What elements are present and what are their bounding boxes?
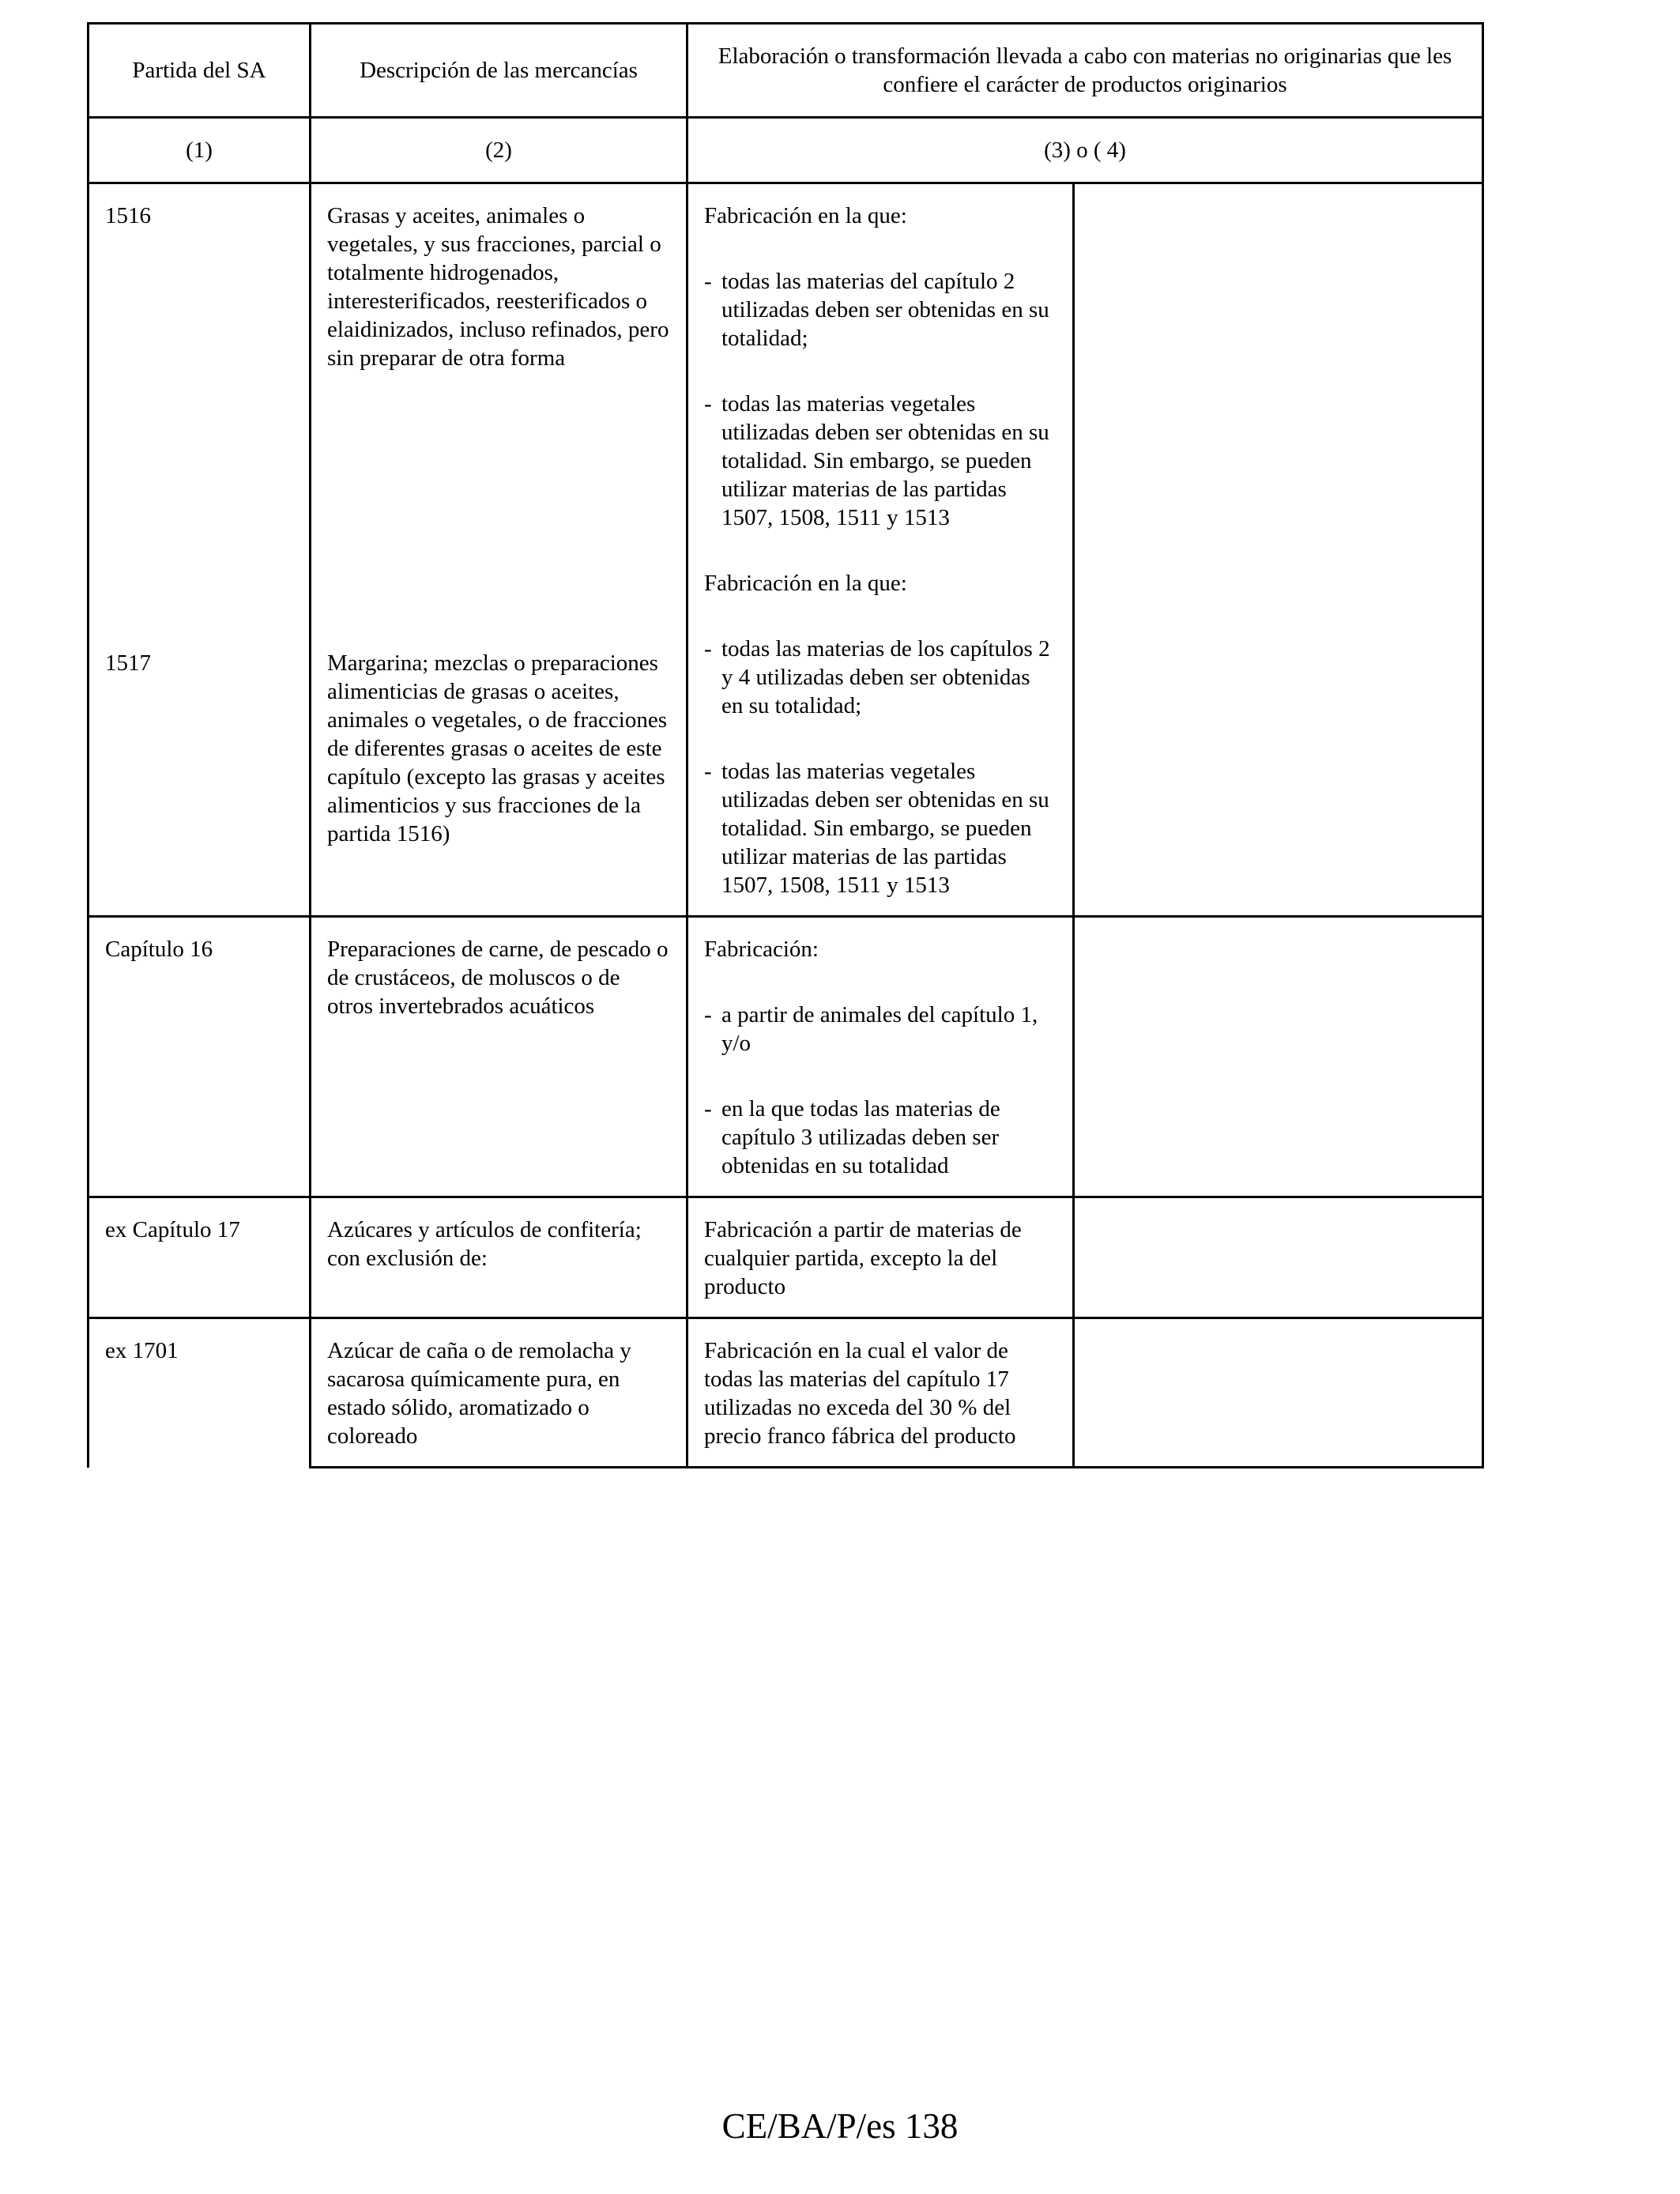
description-cell bbox=[311, 1318, 687, 1468]
rule-ex-chapter-17: Fabricación a partir de materias de cualquier partida, excepto la del producto bbox=[704, 1217, 1022, 1299]
hs-code-ex-1701: ex 1701 bbox=[105, 1338, 179, 1363]
description-cell bbox=[311, 183, 687, 917]
table-header-row bbox=[89, 24, 1483, 118]
rule-item-1517-2: todas las materias vegetales utilizadas deben ser obtenidas en su totalidad. Sin embargo, se pueden utilizar materias de las partidas 1507, 1508, 1511 y 1513 bbox=[721, 759, 1049, 898]
rule-intro-1517: Fabricación en la que: bbox=[704, 571, 907, 596]
table-row-1516-1517 bbox=[89, 183, 1483, 917]
alternative-rule-cell bbox=[1074, 1318, 1483, 1468]
dash-bullet: - bbox=[704, 391, 712, 417]
list-item bbox=[704, 1001, 1057, 1057]
hs-code-cell bbox=[89, 183, 311, 917]
column-number-row bbox=[89, 118, 1483, 183]
dash-bullet: - bbox=[704, 759, 712, 784]
rule-item-1517-1: todas las materias de los capítulos 2 y 4 utilizadas deben ser obtenidas en su totalidad; bbox=[721, 636, 1050, 718]
description-ex-chapter-17: Azúcares y artículos de confitería; con exclusión de: bbox=[327, 1217, 642, 1271]
description-ex-1701: Azúcar de caña o de remolacha y sacarosa químicamente pura, en estado sólido, aromatizado o coloreado bbox=[327, 1338, 631, 1449]
dash-bullet: - bbox=[704, 1096, 712, 1122]
hs-code-chapter-16: Capítulo 16 bbox=[105, 937, 213, 962]
alternative-rule-chapter-16 bbox=[1075, 918, 1482, 951]
page-reference: CE/BA/P/es 138 bbox=[721, 2106, 959, 2146]
column-number-3-4: (3) o ( 4) bbox=[687, 118, 1483, 183]
rule-item-16-1: a partir de animales del capítulo 1, y/o bbox=[721, 1002, 1038, 1056]
alternative-rule-cell bbox=[1074, 917, 1483, 1197]
table-row-ex-1701 bbox=[89, 1318, 1483, 1468]
description-cell bbox=[311, 917, 687, 1197]
header-description: Descripción de las mercancías bbox=[311, 24, 687, 118]
origin-rules-table bbox=[87, 22, 1484, 1468]
rule-intro-1516: Fabricación en la que: bbox=[704, 203, 907, 228]
list-item bbox=[704, 1095, 1057, 1180]
description-cell bbox=[311, 1197, 687, 1318]
list-item bbox=[704, 757, 1057, 899]
alternative-rule-ex-1701 bbox=[1075, 1319, 1482, 1352]
rule-cell bbox=[687, 1197, 1074, 1318]
column-number-1: (1) bbox=[89, 118, 311, 183]
rule-intro-chapter-16: Fabricación: bbox=[704, 937, 819, 962]
hs-code-1516: 1516 bbox=[105, 203, 151, 228]
list-item bbox=[704, 390, 1057, 532]
table-row-chapter-16 bbox=[89, 917, 1483, 1197]
hs-code-1517: 1517 bbox=[105, 650, 151, 676]
description-1516: Grasas y aceites, animales o vegetales, y sus fracciones, parcial o totalmente hidrogenados, interesterificados, reesterificados o elaidinizados, incluso refinados, pero sin preparar de otra forma bbox=[327, 203, 669, 371]
dash-bullet: - bbox=[704, 269, 712, 294]
header-working-processing: Elaboración o transformación llevada a cabo con materias no originarias que les confiere el carácter de productos originarios bbox=[687, 24, 1483, 118]
hs-code-cell bbox=[89, 1318, 311, 1468]
alternative-rule-cell bbox=[1074, 183, 1483, 917]
rule-item-1516-2: todas las materias vegetales utilizadas deben ser obtenidas en su totalidad. Sin embargo, se pueden utilizar materias de las partidas 1507, 1508, 1511 y 1513 bbox=[721, 391, 1049, 530]
alternative-rule-1516 bbox=[1075, 184, 1482, 217]
rule-item-16-2: en la que todas las materias de capítulo 3 utilizadas deben ser obtenidas en su totalidad bbox=[721, 1096, 1000, 1178]
hs-code-cell bbox=[89, 917, 311, 1197]
alternative-rule-ex-chapter-17 bbox=[1075, 1198, 1482, 1231]
table-row-ex-chapter-17 bbox=[89, 1197, 1483, 1318]
column-number-2: (2) bbox=[311, 118, 687, 183]
dash-bullet: - bbox=[704, 636, 712, 662]
list-item bbox=[704, 635, 1057, 720]
description-chapter-16: Preparaciones de carne, de pescado o de crustáceos, de moluscos o de otros invertebrados acuáticos bbox=[327, 937, 669, 1019]
description-1517: Margarina; mezclas o preparaciones alimenticias de grasas o aceites, animales o vegetales, o de fracciones de diferentes grasas o aceites de este capítulo (excepto las grasas y aceites alimenticios y sus fracciones de la partida 1516) bbox=[327, 650, 667, 846]
rule-cell bbox=[687, 183, 1074, 917]
hs-code-ex-chapter-17: ex Capítulo 17 bbox=[105, 1217, 240, 1242]
rule-ex-1701: Fabricación en la cual el valor de todas las materias del capítulo 17 utilizadas no exceda del 30 % del precio franco fábrica del producto bbox=[704, 1338, 1016, 1449]
header-hs-heading: Partida del SA bbox=[89, 24, 311, 118]
alternative-rule-cell bbox=[1074, 1197, 1483, 1318]
dash-bullet: - bbox=[704, 1002, 712, 1027]
hs-code-cell bbox=[89, 1197, 311, 1318]
rule-cell bbox=[687, 1318, 1074, 1468]
rule-cell bbox=[687, 917, 1074, 1197]
list-item bbox=[704, 267, 1057, 352]
rule-item-1516-1: todas las materias del capítulo 2 utilizadas deben ser obtenidas en su totalidad; bbox=[721, 269, 1049, 351]
